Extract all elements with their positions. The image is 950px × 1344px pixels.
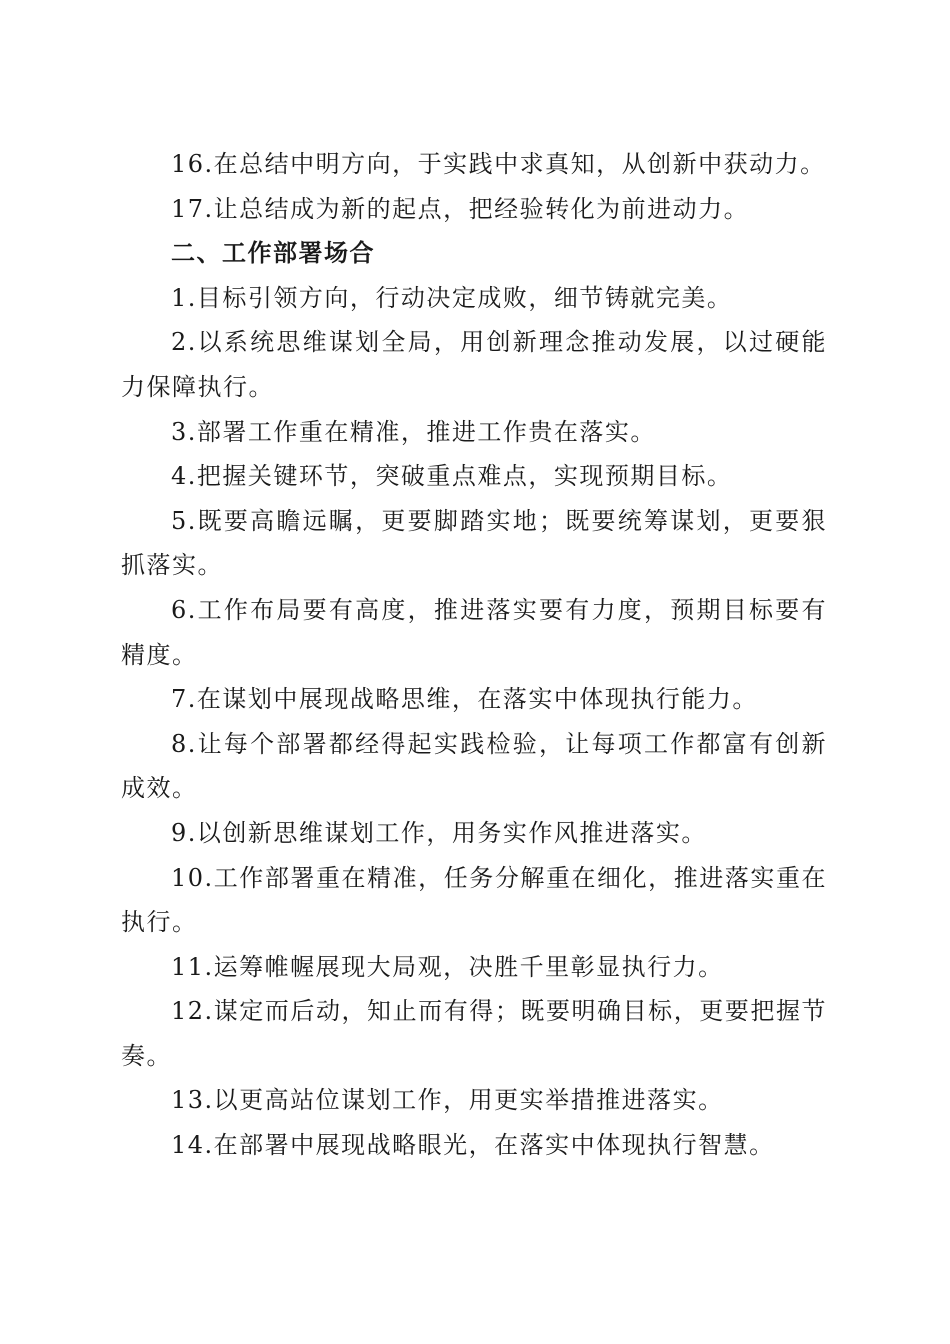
- list-item: 16.在总结中明方向，于实践中求真知，从创新中获动力。: [171, 150, 826, 178]
- list-item: 8.让每个部署都经得起实践检验，让每项工作都富有创新成效。: [121, 729, 827, 803]
- list-item: 1.目标引领方向，行动决定成败，细节铸就完美。: [171, 283, 733, 312]
- list-item: 4.把握关键环节，突破重点难点，实现预期目标。: [171, 462, 733, 491]
- list-item: 12.谋定而后动，知止而有得；既要明确目标，更要把握节奏。: [121, 997, 827, 1070]
- list-item: 3.部署工作重在精准，推进工作贵在落实。: [171, 417, 656, 446]
- list-item: 5.既要高瞻远瞩，更要脚踏实地；既要统筹谋划，更要狠抓落实。: [121, 506, 827, 580]
- list-item: 10.工作部署重在精准，任务分解重在细化，推进落实重在执行。: [121, 863, 827, 937]
- list-item: 9.以创新思维谋划工作，用务实作风推进落实。: [171, 818, 707, 847]
- section-heading: 二、工作部署场合: [171, 239, 375, 268]
- list-item: 6.工作布局要有高度，推进落实要有力度，预期目标要有精度。: [121, 595, 827, 669]
- list-item: 7.在谋划中展现战略思维，在落实中体现执行能力。: [171, 685, 758, 714]
- list-item: 2.以系统思维谋划全局，用创新理念推动发展，以过硬能力保障执行。: [121, 328, 827, 401]
- document-body: [121, 142, 827, 1168]
- list-item: 14.在部署中展现战略眼光，在落实中体现执行智慧。: [171, 1131, 775, 1160]
- list-item: 17.让总结成为新的起点，把经验转化为前进动力。: [171, 194, 750, 223]
- list-item: 11.运筹帷幄展现大局观，决胜千里彰显执行力。: [171, 952, 724, 981]
- list-item: 13.以更高站位谋划工作，用更实举措推进落实。: [171, 1086, 724, 1115]
